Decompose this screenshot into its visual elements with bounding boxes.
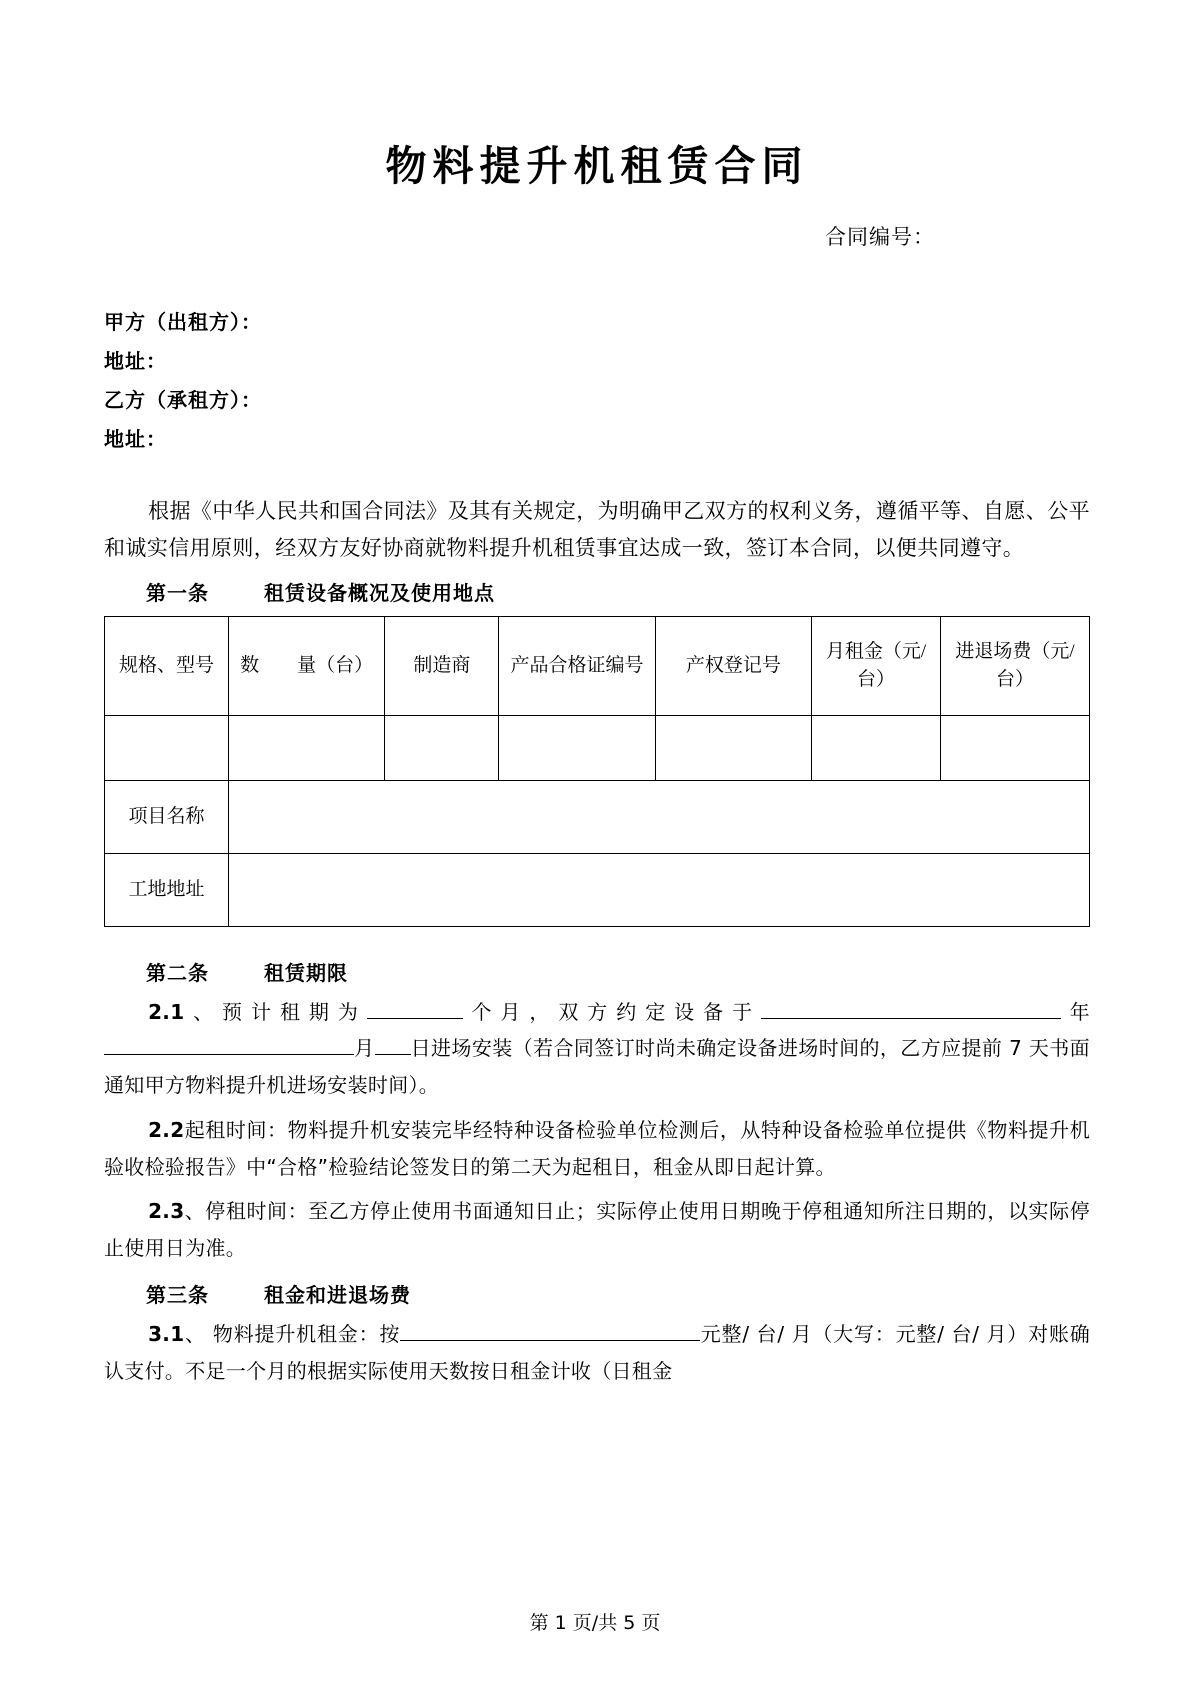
page-footer: 第 1 页/共 5 页 [529, 1612, 661, 1634]
table-cell[interactable] [385, 715, 499, 780]
clause-2-3 [104, 1193, 1090, 1267]
clause-2-1-text-b: 个月，双方约定设备于 [462, 999, 762, 1024]
clause-1-title: 租赁设备概况及使用地点 [264, 580, 495, 605]
clause-2-number: 第二条 [146, 960, 209, 985]
table-header-row [105, 616, 1090, 715]
table-row-label: 工地地址 [105, 853, 229, 926]
clause-2-1-text-a: 、预计租期为 [184, 999, 367, 1024]
intro-paragraph: 根据《中华人民共和国合同法》及其有关规定，为明确甲乙双方的权利义务，遵循平等、自愿、公平和诚实信用原则，经双方友好协商就物料提升机租赁事宜达成一致，签订本合同，以便共同遵守。 [104, 499, 1090, 560]
clause-3-1-text-c: 元整/ 台/ 月）对账确认支付。不足一个月的根据实际使用天数按日租金计收（日租金 [104, 1321, 1090, 1383]
table-cell[interactable] [229, 853, 1090, 926]
table-cell[interactable] [812, 715, 941, 780]
equipment-table [104, 616, 1090, 927]
clause-2-3-number: 2.3 [148, 1199, 185, 1224]
table-header-cell: 规格、型号 [105, 616, 229, 715]
clause-1-number: 第一条 [146, 580, 209, 605]
page-title: 物料提升机租赁合同 [385, 142, 809, 190]
clause-2-2-number: 2.2 [148, 1117, 185, 1142]
table-header-cell: 制造商 [385, 616, 499, 715]
clause-2-1-text-d: 月 [354, 1036, 375, 1061]
table-cell[interactable] [229, 715, 385, 780]
parties-block [104, 303, 1090, 459]
table-row-project-name [105, 780, 1090, 853]
entry-year-blank[interactable] [761, 1018, 1061, 1019]
clause-2-1-number: 2.1 [148, 999, 185, 1024]
table-header-cell: 产品合格证编号 [499, 616, 655, 715]
table-header-cell: 进退场费（元/台） [941, 616, 1090, 715]
clause-2-1 [104, 994, 1090, 1104]
clause-2-title: 租赁期限 [264, 960, 348, 985]
clause-2-2 [104, 1112, 1090, 1186]
table-cell[interactable] [229, 780, 1090, 853]
clause-1-heading [104, 577, 1090, 606]
clause-3-1-number: 3.1 [148, 1321, 185, 1346]
monthly-rent-blank[interactable] [400, 1340, 700, 1341]
rental-months-blank[interactable] [367, 1018, 463, 1019]
party-b-label: 乙方（承租方）： [104, 388, 262, 413]
table-cell[interactable] [105, 715, 229, 780]
clause-2-1-text-e: 日进场安装（若合同签订时尚未确定设备进场时间的，乙方应提前 7 天书面通知甲方物料提升机进场安装时间）。 [104, 1036, 1090, 1098]
table-row-label: 项目名称 [105, 780, 229, 853]
entry-day-blank[interactable] [375, 1054, 411, 1055]
party-a-address-label: 地址： [104, 349, 167, 374]
clause-3-title: 租金和进退场费 [264, 1282, 411, 1307]
clause-3-1-text-b: 元整/ 台/ 月（大写： [700, 1321, 896, 1346]
table-cell[interactable] [941, 715, 1090, 780]
clause-2-2-text: 起租时间：物料提升机安装完毕经特种设备检验单位检测后，从特种设备检验单位提供《物料提升机验收检验报告》中“合格”检验结论签发日的第二天为起租日，租金从即日起计算。 [104, 1117, 1090, 1179]
table-header-cell: 月租金（元/台） [812, 616, 941, 715]
table-cell[interactable] [499, 715, 655, 780]
clause-2-3-text: 、停租时间：至乙方停止使用书面通知日止；实际停止使用日期晚于停租通知所注日期的，以实际停止使用日为准。 [104, 1199, 1090, 1261]
table-header-cell: 产权登记号 [655, 616, 811, 715]
clause-2-1-text-c: 年 [1061, 999, 1090, 1024]
clause-3-number: 第三条 [146, 1282, 209, 1307]
table-row [105, 715, 1090, 780]
party-a-label: 甲方（出租方）： [104, 310, 262, 335]
clause-3-1-text-a: 、 物料提升机租金：按 [184, 1321, 401, 1346]
table-header-cell: 数 量（台） [229, 616, 385, 715]
table-row-site-address [105, 853, 1090, 926]
clause-2-heading [104, 957, 1090, 986]
clause-3-1 [104, 1316, 1090, 1390]
party-b-address-label: 地址： [104, 427, 167, 452]
clause-3-heading [104, 1279, 1090, 1308]
table-cell[interactable] [655, 715, 811, 780]
contract-number-label: 合同编号： [825, 225, 935, 250]
entry-month-blank[interactable] [104, 1054, 354, 1055]
